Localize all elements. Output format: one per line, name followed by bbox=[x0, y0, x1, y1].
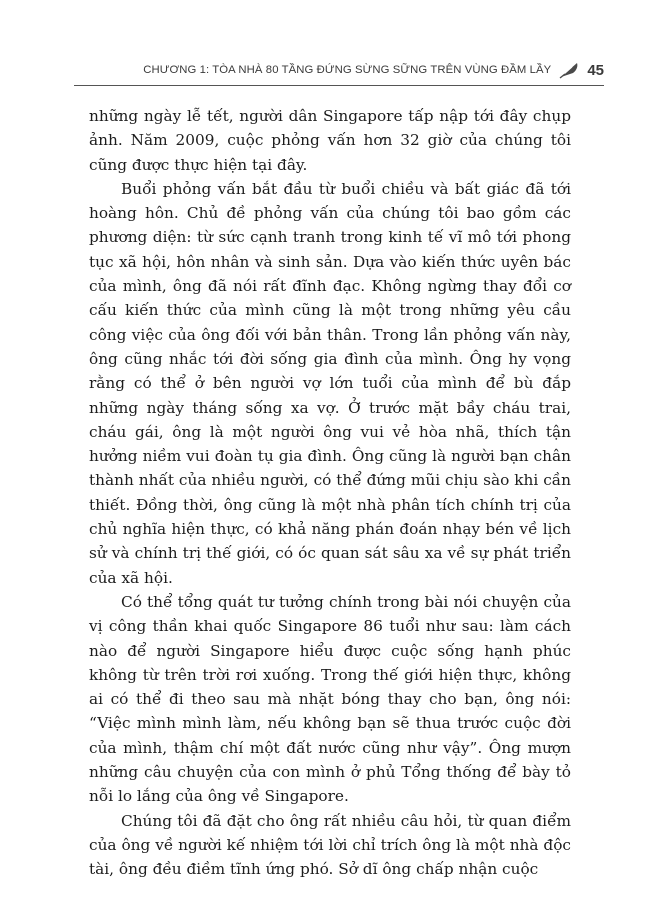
body-text bbox=[89, 104, 571, 882]
running-header bbox=[74, 57, 604, 83]
paragraph: Buổi phỏng vấn bắt đầu từ buổi chiều và bất giác đã tới hoàng hôn. Chủ đề phỏng vấn của chúng tôi bao gồm các phương diện: từ sức cạnh tranh trong kinh tế vĩ mô tới phong tục xã hội, hôn nhân và sinh sản. Dựa vào kiến thức uyên bác của mình, ông đã nói rất đĩnh đạc. Không ngừng thay đổi cơ cấu kiến thức của mình cũng là một trong những yêu cầu công việc của ông đối với bản thân. Trong lần phỏng vấn này, ông cũng nhắc tới đời sống gia đình của mình. Ông hy vọng rằng có thể ở bên người vợ lớn tuổi của mình để bù đắp những ngày tháng sống xa vợ. Ở trước mặt bầy cháu trai, cháu gái, ông là một người ông vui vẻ hòa nhã, thích tận hưởng niềm vui đoàn tụ gia đình. Ông cũng là người bạn chân thành nhất của nhiều người, có thể đứng mũi chịu sào khi cần thiết. Đồng thời, ông cũng là một nhà phân tích chính trị của chủ nghĩa hiện thực, có khả năng phán đoán nhạy bén về lịch sử và chính trị thế giới, có óc quan sát sâu xa về sự phát triển của xã hội. bbox=[89, 179, 571, 587]
page-number: 45 bbox=[587, 61, 604, 79]
quill-feather-icon bbox=[558, 61, 580, 79]
paragraph: Chúng tôi đã đặt cho ông rất nhiều câu hỏi, từ quan điểm của ông về người kế nhiệm tới lời chỉ trích ông là một nhà độc tài, ông đều điềm tĩnh ứng phó. Sở dĩ ông chấp nhận cuộc bbox=[89, 811, 571, 879]
paragraph: những ngày lễ tết, người dân Singapore tấp nập tới đây chụp ảnh. Năm 2009, cuộc phỏng vấn hơn 32 giờ của chúng tôi cũng được thực hiện tại đây. bbox=[89, 107, 571, 174]
paragraph: Có thể tổng quát tư tưởng chính trong bài nói chuyện của vị công thần khai quốc Singapore 86 tuổi như sau: làm cách nào để người Singapore hiểu được cuộc sống hạnh phúc không từ trên trời rơi xuống. Trong thế giới hiện thực, không ai có thể đi theo sau mà nhặt bóng thay cho bạn, ông nói: “Việc mình mình làm, nếu không bạn sẽ thua trước cuộc đời của mình, thậm chí một đất nước cũng như vậy”. Ông mượn những câu chuyện của con mình ở phủ Tổng thống để bày tỏ nỗi lo lắng của ông về Singapore. bbox=[89, 592, 571, 806]
header-rule bbox=[74, 85, 604, 86]
chapter-title: CHƯƠNG 1: TÒA NHÀ 80 TẦNG ĐỨNG SỪNG SỮNG TRÊN VÙNG ĐẦM LẦY bbox=[143, 64, 552, 76]
